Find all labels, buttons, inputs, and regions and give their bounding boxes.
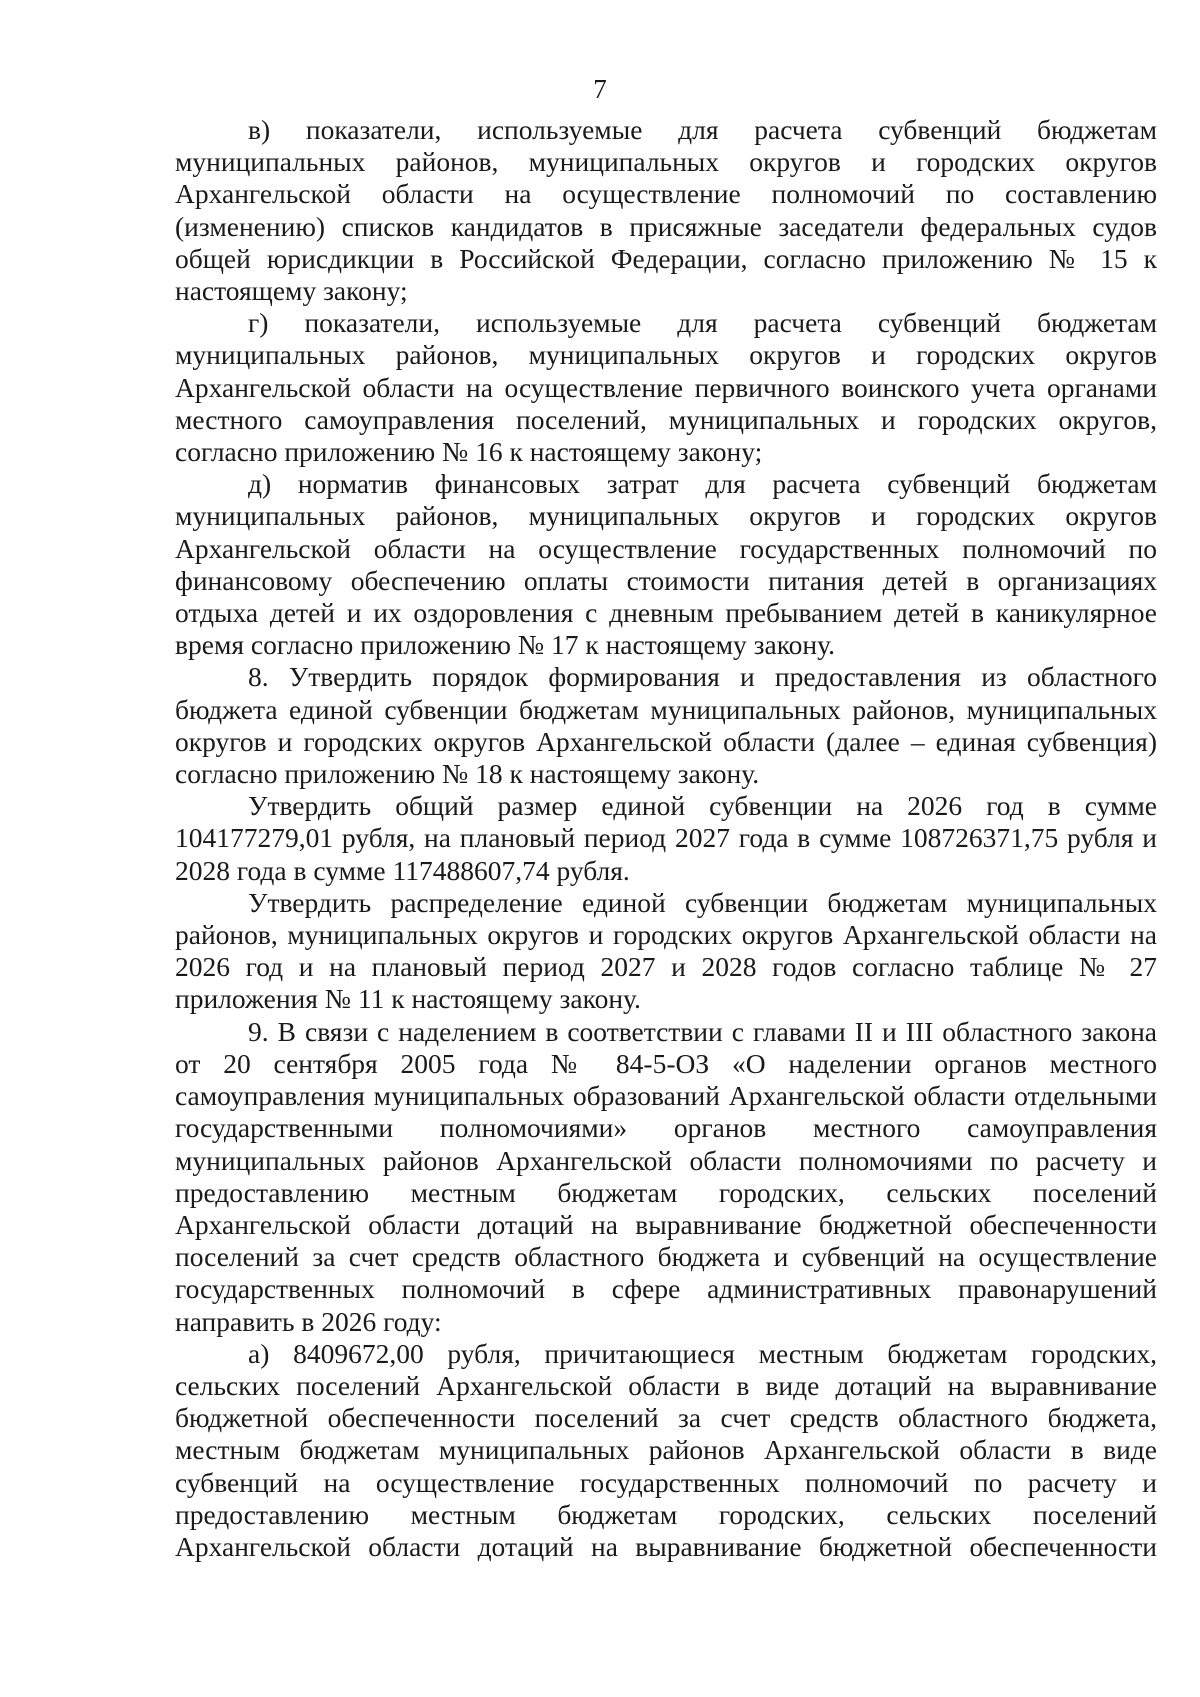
page-number: 7 xyxy=(593,74,607,104)
document-body xyxy=(175,114,1157,1563)
paragraph-8-single-subvention-procedure: 8. Утвердить порядок формирования и предоставления из областного бюджета единой субвенции бюджетам муниципальных районов, муниципальных округов и городских округов Архангельской области (далее – единая субвенция) согласно приложению № 18 к настоящему закону. xyxy=(175,661,1157,790)
paragraph-single-subvention-total: Утвердить общий размер единой субвенции на 2026 год в сумме 104177279,01 рубля, на плановый период 2027 года в сумме 108726371,75 рубля и 2028 года в сумме 117488607,74 рубля. xyxy=(175,790,1157,886)
paragraph-d-financial-cost-norm: д) норматив финансовых затрат для расчета субвенций бюджетам муниципальных районов, муниципальных округов и городских округов Архангельской области на осуществление государственных полномочий по финансовому обеспечению оплаты стоимости питания детей в организациях отдыха детей и их оздоровления с дневным пребыванием детей в каникулярное время согласно приложению № 17 к настоящему закону. xyxy=(175,468,1157,661)
paragraph-g-subvention-military-registration: г) показатели, используемые для расчета субвенций бюджетам муниципальных районов, муниципальных округов и городских округов Архангельской области на осуществление первичного воинского учета органами местного самоуправления поселений, муниципальных и городских округов, согласно приложению № 16 к настоящему закону; xyxy=(175,307,1157,468)
paragraph-a-subsidies-amount: а) 8409672,00 рубля, причитающиеся местным бюджетам городских, сельских поселений Архангельской области в виде дотаций на выравнивание бюджетной обеспеченности поселений за счет средств областного бюджета, местным бюджетам муниципальных районов Архангельской области в виде субвенций на осуществление государственных полномочий по расчету и предоставлению местным бюджетам городских, сельских поселений Архангельской области дотаций на выравнивание бюджетной обеспеченности xyxy=(175,1337,1157,1562)
paragraph-v-subvention-jurors: в) показатели, используемые для расчета субвенций бюджетам муниципальных районов, муниципальных округов и городских округов Архангельской области на осуществление полномочий по составлению (изменению) списков кандидатов в присяжные заседатели федеральных судов общей юрисдикции в Российской Федерации, согласно приложению № 15 к настоящему закону; xyxy=(175,114,1157,307)
paragraph-9-delegated-powers: 9. В связи с наделением в соответствии с главами II и III областного закона от 20 сентября 2005 года № 84-5-ОЗ «О наделении органов местного самоуправления муниципальных образований Архангельской области отдельными государственными полномочиями» органов местного самоуправления муниципальных районов Архангельской области полномочиями по расчету и предоставлению местным бюджетам городских, сельских поселений Архангельской области дотаций на выравнивание бюджетной обеспеченности поселений за счет средств областного бюджета и субвенций на осуществление государственных полномочий в сфере административных правонарушений направить в 2026 году: xyxy=(175,1015,1157,1337)
paragraph-single-subvention-distribution: Утвердить распределение единой субвенции бюджетам муниципальных районов, муниципальных округов и городских округов Архангельской области на 2026 год и на плановый период 2027 и 2028 годов согласно таблице № 27 приложения № 11 к настоящему закону. xyxy=(175,886,1157,1015)
